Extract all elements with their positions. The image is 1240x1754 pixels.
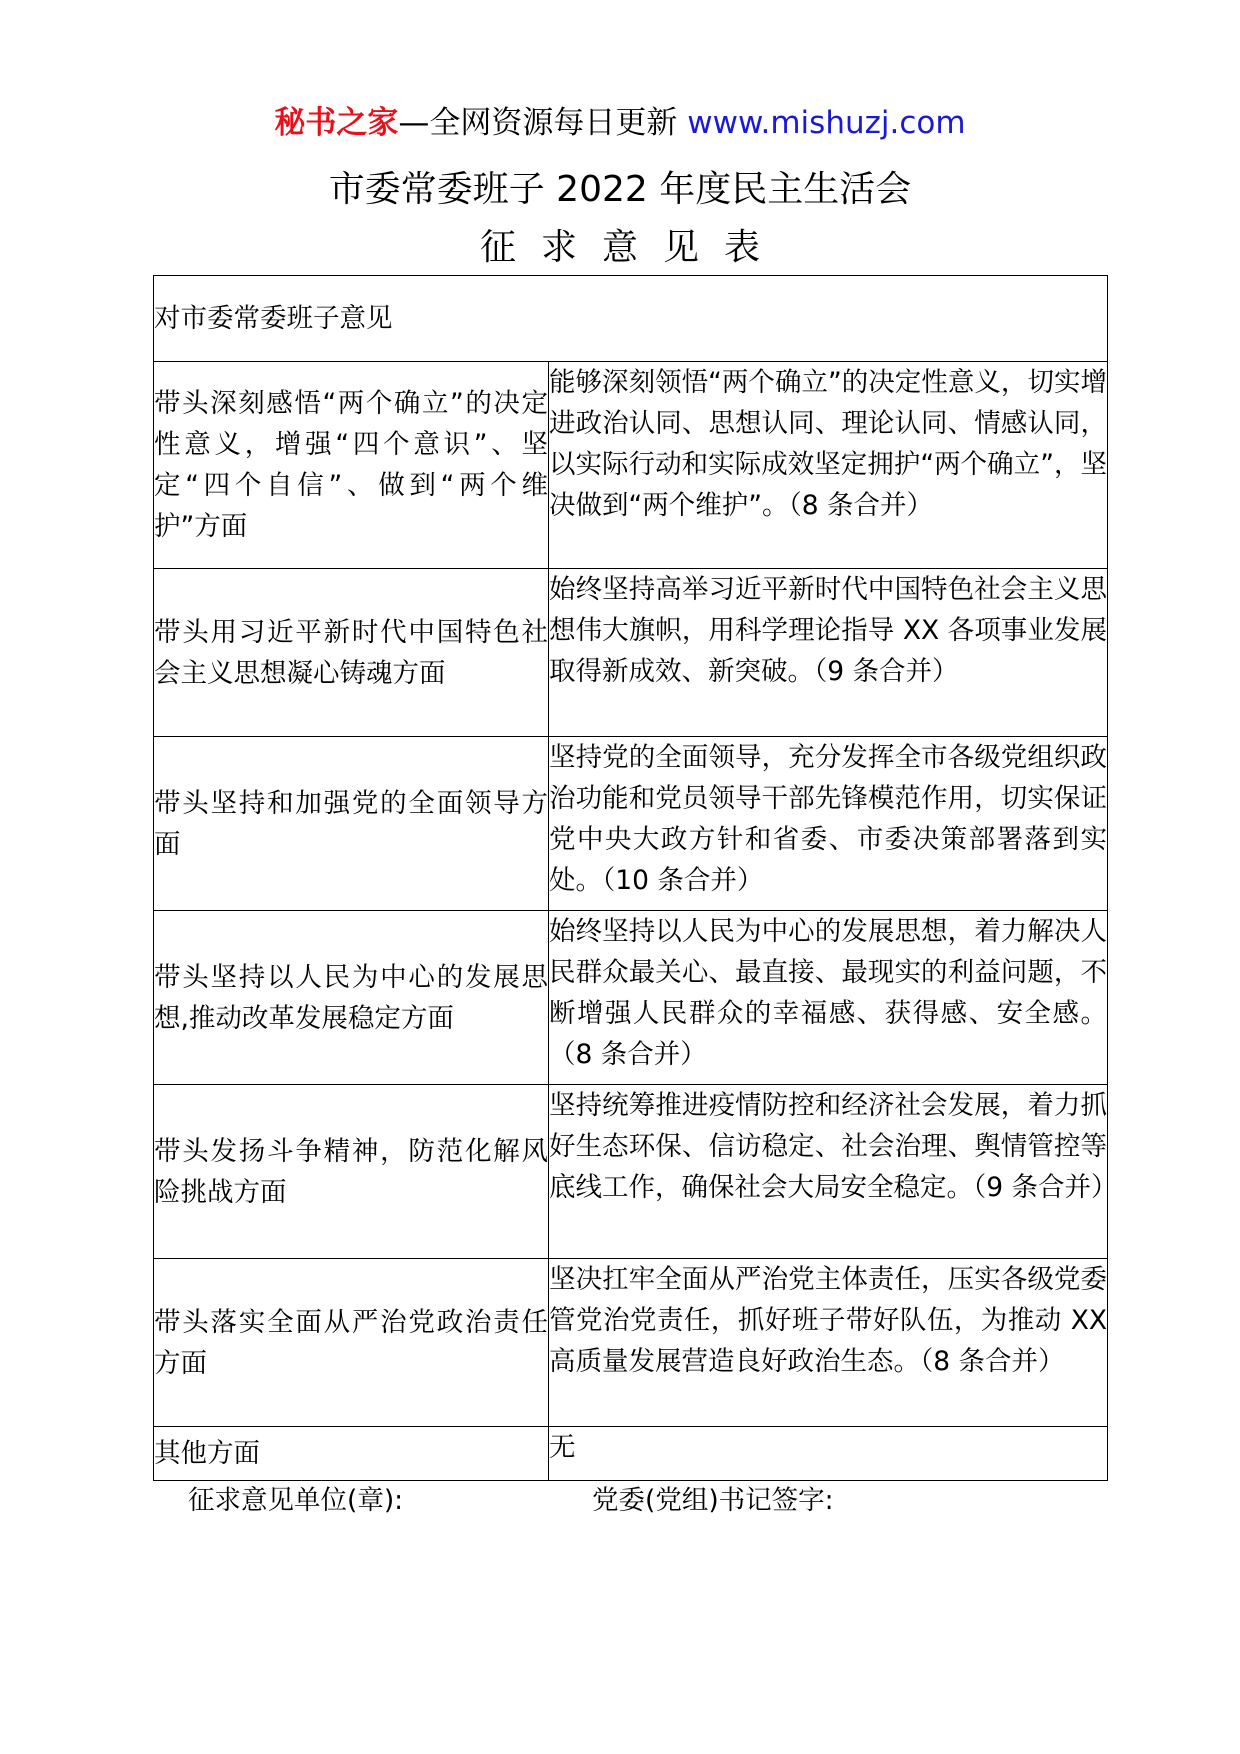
unit-seal-label: 征求意见单位(章): <box>188 1485 404 1516</box>
site-slogan: —全网资源每日更新 <box>398 105 688 141</box>
site-banner <box>0 98 1240 148</box>
table-row <box>154 1427 1108 1481</box>
site-url-link[interactable]: www.mishuzj.com <box>687 105 966 141</box>
aspect-cell: 其他方面 <box>154 1427 549 1481</box>
opinion-cell: 坚持党的全面领导，充分发挥全市各级党组织政治功能和党员领导干部先锋模范作用，切实保证党中央大政方针和省委、市委决策部署落到实处。（10 条合并） <box>549 737 1108 911</box>
document-subtitle: 征求意见表 <box>479 227 785 268</box>
aspect-cell: 带头落实全面从严治党政治责任方面 <box>154 1259 549 1427</box>
table-row <box>154 737 1108 911</box>
secretary-signature-label: 党委(党组)书记签字: <box>592 1485 834 1516</box>
aspect-cell: 带头坚持以人民为中心的发展思想,推动改革发展稳定方面 <box>154 911 549 1085</box>
table-row <box>154 1259 1108 1427</box>
aspect-cell: 带头深刻感悟“两个确立”的决定性意义，增强“四个意识”、坚定“四个自信”、做到“两个维护”方面 <box>154 362 549 569</box>
opinion-cell: 坚决扛牢全面从严治党主体责任，压实各级党委管党治党责任，抓好班子带好队伍，为推动 XX 高质量发展营造良好政治生态。（8 条合并） <box>549 1259 1108 1427</box>
opinion-cell: 始终坚持高举习近平新时代中国特色社会主义思想伟大旗帜，用科学理论指导 XX 各项事业发展取得新成效、新突破。（9 条合并） <box>549 569 1108 737</box>
table-row <box>154 1085 1108 1259</box>
aspect-cell: 带头用习近平新时代中国特色社会主义思想凝心铸魂方面 <box>154 569 549 737</box>
table-row <box>154 911 1108 1085</box>
table-header-cell: 对市委常委班子意见 <box>154 276 1108 362</box>
table-header-row <box>154 276 1108 362</box>
aspect-cell: 带头坚持和加强党的全面领导方面 <box>154 737 549 911</box>
opinion-cell: 始终坚持以人民为中心的发展思想，着力解决人民群众最关心、最直接、最现实的利益问题，不断增强人民群众的幸福感、获得感、安全感。（8 条合并） <box>549 911 1108 1085</box>
document-title: 市委常委班子 2022 年度民主生活会 <box>328 169 912 210</box>
opinion-table <box>153 275 1118 1481</box>
table-row <box>154 569 1108 737</box>
opinion-cell: 无 <box>549 1427 1108 1481</box>
site-name: 秘书之家 <box>274 105 399 141</box>
opinion-cell: 坚持统筹推进疫情防控和经济社会发展，着力抓好生态环保、信访稳定、社会治理、舆情管控等底线工作，确保社会大局安全稳定。（9 条合并） <box>549 1085 1108 1259</box>
table-row <box>154 362 1108 569</box>
aspect-cell: 带头发扬斗争精神，防范化解风险挑战方面 <box>154 1085 549 1259</box>
opinion-cell: 能够深刻领悟“两个确立”的决定性意义，切实增进政治认同、思想认同、理论认同、情感认同，以实际行动和实际成效坚定拥护“两个确立”，坚决做到“两个维护”。（8 条合并） <box>549 362 1108 569</box>
